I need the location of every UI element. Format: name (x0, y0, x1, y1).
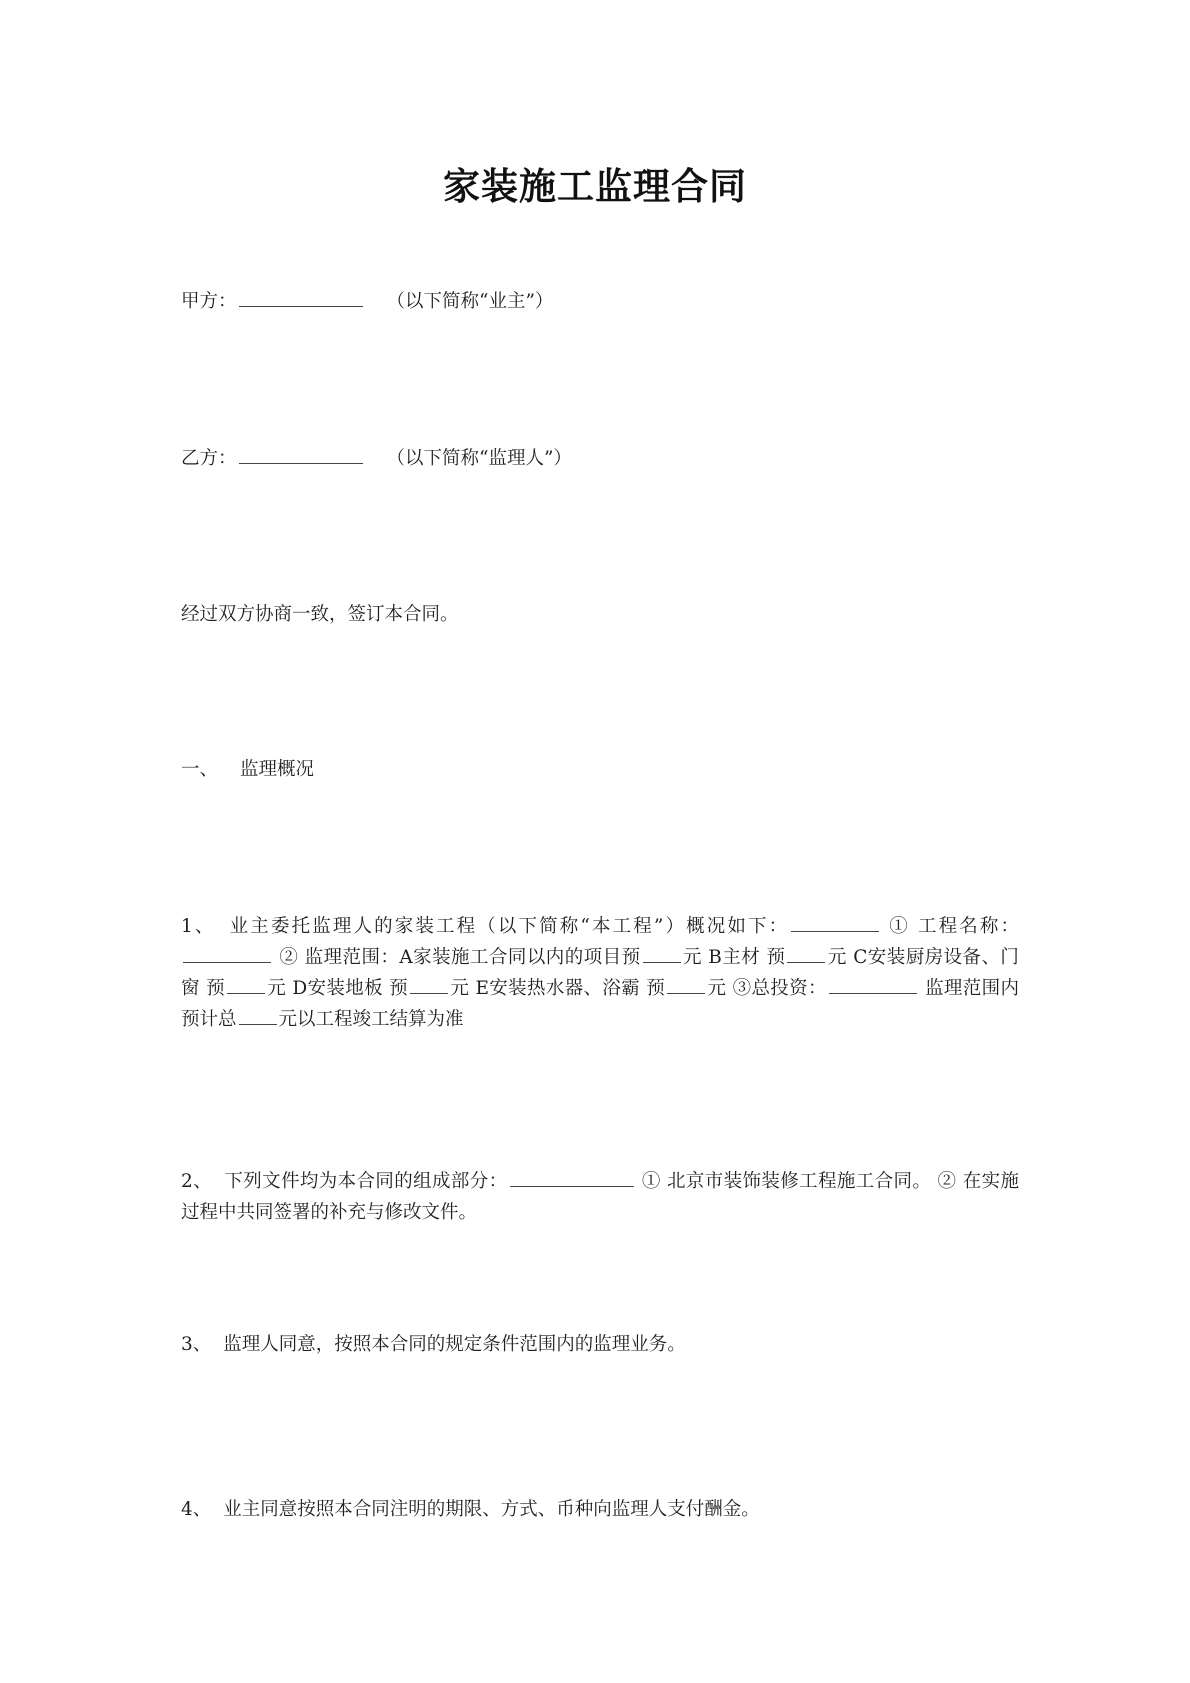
document-item-2: 在实施过程中共同签署的补充与修改文件。 (181, 1171, 1019, 1223)
section-1-heading (181, 758, 314, 782)
party-a-blank[interactable] (239, 288, 363, 307)
total-investment-label: 总投资： (751, 978, 827, 999)
clause-3-text: 监理人同意，按照本合同的规定条件范围内的监理业务。 (223, 1334, 686, 1355)
scope-b-blank[interactable] (787, 944, 825, 963)
clause-2-intro: 下列文件均为本合同的组成部分： (224, 1171, 508, 1192)
yuan-unit: 元 (827, 947, 847, 968)
total-investment-blank[interactable] (829, 975, 917, 994)
documents-blank[interactable] (510, 1168, 634, 1187)
yuan-unit: 元 (707, 978, 727, 999)
section-number: 一、 (181, 759, 219, 780)
item-marker: ② (937, 1171, 957, 1192)
scope-a-label: A家装施工合同以内的项目预 (399, 947, 641, 968)
project-name-label: 工程名称： (917, 916, 1019, 937)
clause-1-intro: 业主委托监理人的家装工程（以下简称“本工程”）概况如下： (227, 916, 790, 937)
scope-d-blank[interactable] (410, 975, 448, 994)
document-item-1: 北京市装饰装修工程施工合同。 (667, 1171, 932, 1192)
scope-b-label: B主材 预 (708, 947, 786, 968)
overview-blank[interactable] (791, 913, 879, 932)
clause-number: 3、 (181, 1334, 212, 1355)
scope-a-blank[interactable] (643, 944, 681, 963)
scope-e-label: E安装热水器、浴霸 预 (475, 978, 666, 999)
item-marker: ① (889, 916, 910, 937)
party-b-note: （以下简称“监理人”） (386, 448, 572, 469)
yuan-unit: 元 (682, 947, 702, 968)
agreement-line: 经过双方协商一致，签订本合同。 (181, 604, 459, 625)
item-marker: ③ (732, 978, 752, 999)
clause-number: 4、 (181, 1499, 212, 1520)
party-a-label: 甲方： (181, 291, 237, 312)
scope-label: 监理范围： (304, 947, 400, 968)
party-b-label: 乙方： (181, 448, 237, 469)
clause-number: 2、 (181, 1171, 213, 1192)
clause-4-text: 业主同意按照本合同注明的期限、方式、币种向监理人支付酬金。 (223, 1499, 760, 1520)
clause-number: 1、 (181, 916, 216, 937)
clause-3 (181, 1333, 686, 1357)
party-a-line (181, 288, 553, 314)
project-name-blank[interactable] (183, 944, 271, 963)
document-title: 家装施工监理合同 (443, 164, 747, 208)
yuan-unit: 元 (266, 978, 287, 999)
clause-2 (181, 1166, 1019, 1228)
item-marker: ② (279, 947, 299, 968)
clause-1 (181, 911, 1019, 1035)
estimated-total-suffix: 元以工程竣工结算为准 (278, 1009, 464, 1030)
scope-e-blank[interactable] (667, 975, 705, 994)
party-b-line (181, 445, 572, 471)
yuan-unit: 元 (450, 978, 470, 999)
estimated-total-blank[interactable] (239, 1006, 277, 1025)
scope-d-label: D安装地板 预 (292, 978, 408, 999)
party-a-note: （以下简称“业主”） (386, 291, 554, 312)
clause-4 (181, 1498, 760, 1522)
scope-c-blank[interactable] (227, 975, 265, 994)
party-b-blank[interactable] (239, 445, 363, 464)
section-title: 监理概况 (240, 759, 315, 780)
item-marker: ① (641, 1171, 661, 1192)
estimated-total-label: 监理范围内预计总 (181, 978, 1019, 1030)
scope-c-label: C安装厨房设备、门窗 预 (181, 947, 1019, 999)
